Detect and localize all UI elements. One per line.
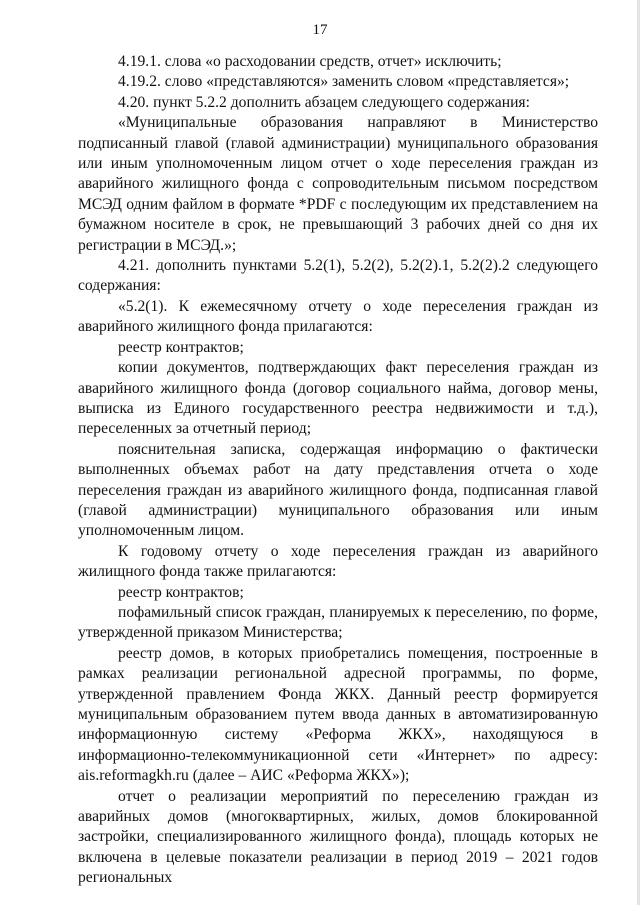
paragraph: пояснительная записка, содержащая информацию о фактически выполненных объемах работ на дату представления отчета о ходе переселения граждан из аварийного жилищного фонда, подписанная главой (главой администрации) муниципального образования или иным уполномоченным лицом. [78,440,598,540]
paragraph: К годовому отчету о ходе переселения граждан из аварийного жилищного фонда также прилагаются: [78,542,598,581]
paragraph: пофамильный список граждан, планируемых к переселению, по форме, утвержденной приказом Министерства; [78,603,598,642]
paragraph: «Муниципальные образования направляют в Министерство подписанный главой (главой администрации) муниципального образования или иным уполномоченным лицом отчет о ходе переселения граждан из аварийного жилищного фонда с сопроводительным письмом посредством МСЭД одним файлом в формате *PDF с последующим их представлением на бумажном носителе в срок, не превышающий 3 рабочих дней со дня их регистрации в МСЭД.»; [78,114,598,254]
paragraph: реестр домов, в которых приобретались помещения, построенные в рамках реализации региональной адресной программы, по форме, утвержденной правлением Фонда ЖКХ. Данный реестр формируется муниципальным образованием путем ввода данных в автоматизированную информационную систему «Реформа ЖКХ», находящуюся в информационно-телекоммуникационной сети «Интернет» по адресу: ais.reformagkh.ru (далее – АИС «Реформа ЖКХ»); [78,644,598,785]
paragraph: 4.19.1. слова «о расходовании средств, отчет» исключить; [118,53,502,70]
paragraph: реестр контрактов; [118,583,244,601]
paragraph: копии документов, подтверждающих факт переселения граждан из аварийного жилищного фонда (договор социального найма, договор мены, выписка из Единого государственного реестра недвижимости и т.д.), переселенных за отчетный период; [78,359,598,438]
paragraph: 4.21. дополнить пунктами 5.2(1), 5.2(2), 5.2(2).1, 5.2(2).2 следующего содержания: [78,257,598,295]
paragraph: «5.2(1). К ежемесячному отчету о ходе переселения граждан из аварийного жилищного фонда прилагаются: [78,297,598,336]
paragraph: реестр контрактов; [118,338,244,356]
paragraph: 4.20. пункт 5.2.2 дополнить абзацем следующего содержания: [118,93,530,111]
page-number: 17 [312,22,328,38]
document-body [78,52,598,889]
paragraph: 4.19.2. слово «представляются» заменить словом «представляется»; [118,73,570,91]
paragraph: отчет о реализации мероприятий по переселению граждан из аварийных домов (многоквартирных, жилых, домов блокированной застройки, специализированного жилищного фонда), площадь которых не включена в целевые показатели реализации в период 2019 – 2021 годов региональных [78,787,598,887]
